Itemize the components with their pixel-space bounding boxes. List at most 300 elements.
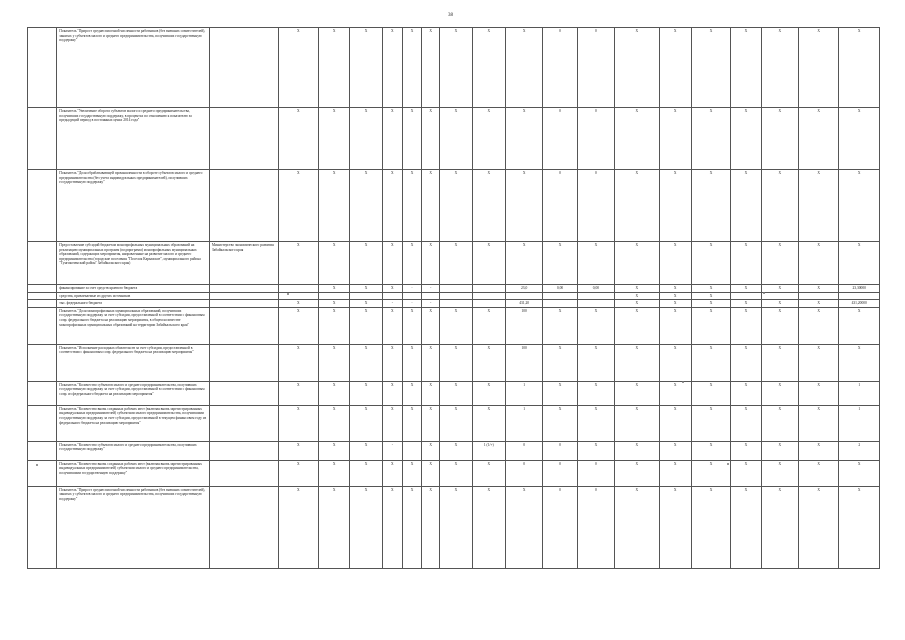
value-cell: 2 [839,441,880,460]
value-cell: Х [505,108,542,170]
value-cell: Х [615,307,659,344]
table-row [28,441,880,460]
value-cell: 0 [577,170,614,242]
value-cell: Х [278,28,318,108]
value-cell: Х [440,344,472,381]
value-cell: 0 [577,486,614,568]
value-cell: 23,30000 [839,285,880,293]
value-cell: Х [615,460,659,486]
value-cell: 23,0 [505,285,542,293]
scan-speck [36,464,38,466]
value-cell: 0 [577,108,614,170]
value-cell: Х [278,170,318,242]
value-cell: Х [350,405,382,441]
value-cell: Х [402,381,421,405]
value-cell: Х [659,300,691,308]
table-row [28,486,880,568]
value-cell: Х [615,285,659,293]
value-cell: Х [319,242,350,285]
value-cell: Х [731,285,761,293]
value-cell: Х [615,292,659,300]
value-cell [505,292,542,300]
value-cell: Х [278,307,318,344]
value-cell: Х [691,441,730,460]
value-cell: Х [659,170,691,242]
value-cell: Х [691,108,730,170]
value-cell: Х [382,28,402,108]
responsible-cell [209,381,278,405]
description-cell: Показатель "Количество вновь созданных рабочих мест (включая вновь зарегистрированных индивидуальных предпринимателей) субъектами малого и среднего предпринимательства, получившими государственную поддержку" [57,460,210,486]
value-cell: Х [422,486,440,568]
value-cell: Х [659,242,691,285]
value-cell: Х [278,300,318,308]
value-cell [278,292,318,300]
value-cell: Х [382,242,402,285]
value-cell: Х [799,441,839,460]
value-cell: Х [382,460,402,486]
value-cell: 0 [543,170,577,242]
value-cell: Х [731,108,761,170]
value-cell: Х [319,300,350,308]
value-cell: - [422,285,440,293]
value-cell: Х [761,486,798,568]
value-cell: Х [691,405,730,441]
value-cell: Х [350,300,382,308]
value-cell [440,285,472,293]
value-cell [422,292,440,300]
value-cell: Х [761,285,798,293]
value-cell: Х [350,486,382,568]
responsible-cell [209,441,278,460]
value-cell [731,292,761,300]
value-cell: Х [278,381,318,405]
value-cell: Х [839,307,880,344]
value-cell: Х [799,108,839,170]
value-cell: Х [402,307,421,344]
value-cell: Х [577,307,614,344]
responsible-cell [209,405,278,441]
value-cell: Х [799,460,839,486]
description-cell: Показатель "Доля монопрофильных муниципальных образований, получивших государственную поддержку за счет субсидии, предоставленной в соответствии с финансовым сопр. федерального бюджета на реализацию мероприятия, в общем количестве монопрофильных муниципальных образований на территории Забайкальского края" [57,307,210,344]
value-cell: Х [402,170,421,242]
value-cell [350,292,382,300]
description-cell: Предоставление субсидий бюджетам монопрофильных муниципальных образований на реализацию муниципальных программ (подпрограмм) монопрофильных муниципальных образований, содержащих мероприятия, направленные на развитие малого и среднего предпринимательства (городские поселения "Поселок Карымское", муниципального района "Тунгокоченский район" Забайкальского края) [57,242,210,285]
value-cell: Х [731,460,761,486]
value-cell: 0 [543,486,577,568]
value-cell: 0,00 [543,285,577,293]
value-cell: 1 [839,381,880,405]
value-cell [402,441,421,460]
value-cell: Х [577,405,614,441]
value-cell: Х [731,441,761,460]
value-cell: Х [382,307,402,344]
value-cell: 1 [505,405,542,441]
value-cell: Х [440,441,472,460]
value-cell [472,285,505,293]
value-cell: Х [839,242,880,285]
value-cell: Х [761,441,798,460]
value-cell [319,292,350,300]
value-cell: Х [691,381,730,405]
value-cell: Х [319,344,350,381]
value-cell: Х [761,28,798,108]
value-cell: Х [402,460,421,486]
value-cell: Х [472,381,505,405]
index-cell [28,242,57,285]
description-cell: Показатель "Количество субъектов малого и среднего предпринимательства, получивших государственную поддержку за счет субсидии, предоставленной в соответствии с финансовым сопр. из федерального бюджета на реализацию мероприятия" [57,381,210,405]
index-cell [28,344,57,381]
description-cell: Показатель "Доля обрабатывающей промышленности в обороте субъектов малого и среднего предпринимательства (без учета индивидуальных предпринимателей), получивших государственную поддержку" [57,170,210,242]
value-cell: Х [422,28,440,108]
value-cell: Х [382,405,402,441]
value-cell: Х [691,285,730,293]
value-cell: Х [440,307,472,344]
description-cell: Показатель "Количество субъектов малого и среднего предпринимательства, получивших государственную поддержку" [57,441,210,460]
value-cell: Х [691,292,730,300]
value-cell: Х [799,405,839,441]
value-cell: Х [761,300,798,308]
value-cell: Х [615,28,659,108]
value-cell: Х [350,28,382,108]
value-cell: Х [505,486,542,568]
index-cell [28,108,57,170]
value-cell: Х [691,460,730,486]
value-cell: Х [659,292,691,300]
value-cell: Х [350,441,382,460]
value-cell: Х [659,108,691,170]
value-cell: 431,20000 [839,300,880,308]
value-cell: - [382,300,402,308]
value-cell: Х [382,344,402,381]
value-cell: Х [615,170,659,242]
value-cell: Х [350,307,382,344]
value-cell: Х [731,170,761,242]
value-cell: Х [440,170,472,242]
value-cell: Х [382,285,402,293]
value-cell: Х [402,405,421,441]
value-cell: Х [278,108,318,170]
value-cell: Х [799,300,839,308]
value-cell [761,292,798,300]
value-cell: Х [659,381,691,405]
value-cell: 1 (1/+) [472,441,505,460]
value-cell [799,292,839,300]
value-cell: Х [319,381,350,405]
table-row [28,292,880,300]
value-cell: Х [472,170,505,242]
value-cell [577,300,614,308]
value-cell: Х [319,307,350,344]
index-cell [28,28,57,108]
value-cell: Х [472,486,505,568]
value-cell: Х [839,460,880,486]
value-cell: Х [761,108,798,170]
value-cell: Х [278,344,318,381]
value-cell: Х [799,307,839,344]
value-cell [382,292,402,300]
value-cell: Х [350,170,382,242]
value-cell: Х [659,460,691,486]
value-cell: Х [422,307,440,344]
value-cell: Х [691,307,730,344]
value-cell: Х [731,344,761,381]
value-cell: Х [440,381,472,405]
description-cell: тыс. федерального бюджета [57,300,210,308]
value-cell: Х [319,170,350,242]
value-cell: Х [839,486,880,568]
value-cell: Х [659,486,691,568]
value-cell: Х [472,405,505,441]
value-cell: Х [278,486,318,568]
value-cell: Х [659,307,691,344]
value-cell: 0 [543,28,577,108]
value-cell: Х [761,344,798,381]
value-cell: Х [440,486,472,568]
scan-speck [727,463,729,465]
value-cell: - [382,441,402,460]
value-cell: Х [543,242,577,285]
table-row [28,28,880,108]
value-cell: Х [731,381,761,405]
value-cell: Х [839,344,880,381]
value-cell: Х [799,242,839,285]
value-cell: Х [402,344,421,381]
table-row [28,307,880,344]
value-cell: Х [839,170,880,242]
value-cell: Х [278,441,318,460]
value-cell: Х [761,405,798,441]
value-cell: Х [422,108,440,170]
responsible-cell [209,300,278,308]
value-cell: 0,00 [577,285,614,293]
scan-speck [763,292,765,294]
value-cell: Х [691,170,730,242]
value-cell: Х [440,28,472,108]
value-cell: Х [472,307,505,344]
value-cell: Х [543,344,577,381]
index-cell [28,460,57,486]
value-cell [472,300,505,308]
value-cell: Х [382,486,402,568]
value-cell: Х [319,405,350,441]
value-cell: Х [350,344,382,381]
scan-speck [287,293,289,295]
responsible-cell [209,344,278,381]
value-cell: Х [615,381,659,405]
value-cell: Х [382,170,402,242]
value-cell [543,300,577,308]
description-cell: Показатель "Прирост среднесписочной численности работников (без внешних совместителей), занятых у субъектов малого и среднего предпринимательства, получивших государственную поддержку" [57,28,210,108]
table-row [28,170,880,242]
value-cell [402,292,421,300]
table-row [28,108,880,170]
value-cell: Х [799,344,839,381]
value-cell: Х [505,242,542,285]
responsible-cell [209,307,278,344]
program-table [27,27,880,569]
value-cell: Х [422,242,440,285]
value-cell: Х [278,242,318,285]
value-cell: Х [422,344,440,381]
value-cell: Х [440,460,472,486]
value-cell: Х [615,441,659,460]
value-cell: Х [319,460,350,486]
value-cell: Х [319,285,350,293]
value-cell [440,292,472,300]
value-cell: Х [691,300,730,308]
responsible-cell [209,285,278,293]
value-cell: Х [799,285,839,293]
index-cell [28,292,57,300]
description-cell: Показатель "Прирост среднесписочной численности работников (без внешних совместителей), занятых у субъектов малого и среднего предпринимательства, получивших государственную поддержку" [57,486,210,568]
value-cell: Х [799,28,839,108]
value-cell: Х [761,170,798,242]
value-cell: 0 [505,460,542,486]
value-cell: 0 [577,28,614,108]
value-cell: Х [472,460,505,486]
description-cell: средства, привлекаемые из других источников [57,292,210,300]
scan-speck [682,381,684,383]
value-cell: Х [659,344,691,381]
index-cell [28,300,57,308]
value-cell: Х [402,486,421,568]
value-cell: 100 [505,307,542,344]
value-cell: Х [659,441,691,460]
value-cell: Х [422,460,440,486]
value-cell: Х [577,381,614,405]
value-cell: Х [350,381,382,405]
value-cell: Х [839,108,880,170]
value-cell: Х [799,486,839,568]
value-cell: Х [278,460,318,486]
value-cell: Х [731,300,761,308]
value-cell: Х [761,381,798,405]
value-cell: Х [839,28,880,108]
description-cell: финансирование за счет средств краевого бюджета [57,285,210,293]
value-cell: Х [731,307,761,344]
value-cell: Х [615,344,659,381]
value-cell: Х [577,242,614,285]
value-cell: Х [422,405,440,441]
value-cell: Х [615,300,659,308]
value-cell [278,285,318,293]
responsible-cell [209,28,278,108]
index-cell [28,307,57,344]
value-cell: Х [731,486,761,568]
value-cell: Х [350,285,382,293]
value-cell [839,292,880,300]
value-cell: Х [402,108,421,170]
responsible-cell [209,108,278,170]
value-cell: Х [350,460,382,486]
table-row [28,381,880,405]
value-cell: Х [319,108,350,170]
index-cell [28,441,57,460]
value-cell: Х [761,460,798,486]
value-cell: Х [659,28,691,108]
value-cell [577,292,614,300]
responsible-cell [209,292,278,300]
value-cell: Х [731,405,761,441]
value-cell: - [422,300,440,308]
value-cell: Х [799,170,839,242]
value-cell: 1 [505,381,542,405]
value-cell [543,292,577,300]
value-cell [472,292,505,300]
index-cell [28,285,57,293]
value-cell: Х [691,28,730,108]
value-cell: Х [577,441,614,460]
description-cell: Показатель "Количество вновь созданных рабочих мест (включая вновь зарегистрированных индивидуальных предпринимателей) субъектами малого предпринимательства, получившими государственную поддержку за счет субсидии, предоставленной в текущем финансовом году из федерального бюджета на реализацию мероприятия" [57,405,210,441]
value-cell: Х [319,28,350,108]
description-cell: Показатель "Исполнение расходных обязательств за счет субсидии, предоставленной в соответствии с финансовым сопр. федерального бюджета на реализацию мероприятия" [57,344,210,381]
page-number: 38 [448,13,453,18]
index-cell [28,486,57,568]
value-cell: Х [382,108,402,170]
index-cell [28,405,57,441]
value-cell: Х [505,170,542,242]
table-row [28,405,880,441]
table-row [28,460,880,486]
value-cell: 0 [505,441,542,460]
table-row [28,300,880,308]
value-cell: Х [691,242,730,285]
value-cell: - [402,300,421,308]
value-cell: Х [319,441,350,460]
value-cell: Х [615,486,659,568]
value-cell [440,300,472,308]
value-cell: Х [472,344,505,381]
value-cell: Х [543,405,577,441]
responsible-cell [209,460,278,486]
value-cell: Х [543,307,577,344]
value-cell: Х [731,242,761,285]
index-cell [28,170,57,242]
value-cell: Х [382,381,402,405]
value-cell: Х [402,242,421,285]
value-cell: Х [659,285,691,293]
value-cell: Х [472,28,505,108]
value-cell: Х [472,108,505,170]
value-cell: Х [440,108,472,170]
index-cell [28,381,57,405]
value-cell: Х [440,242,472,285]
value-cell: Х [577,344,614,381]
value-cell: 0 [543,441,577,460]
value-cell: Х [422,170,440,242]
value-cell: Х [350,108,382,170]
value-cell: Х [799,381,839,405]
responsible-cell: Министерство экономического развития Забайкальского края [209,242,278,285]
value-cell: Х [543,381,577,405]
responsible-cell [209,486,278,568]
value-cell: Х [731,28,761,108]
value-cell: Х [278,405,318,441]
value-cell: Х [472,242,505,285]
value-cell: Х [422,441,440,460]
value-cell: Х [615,405,659,441]
value-cell: Х [505,28,542,108]
value-cell: Х [761,307,798,344]
value-cell: 0 [577,460,614,486]
value-cell: Х [350,242,382,285]
value-cell: Х [691,486,730,568]
value-cell: Х [319,486,350,568]
value-cell: Х [615,108,659,170]
value-cell: Х [402,28,421,108]
table-row [28,242,880,285]
value-cell: Х [615,242,659,285]
